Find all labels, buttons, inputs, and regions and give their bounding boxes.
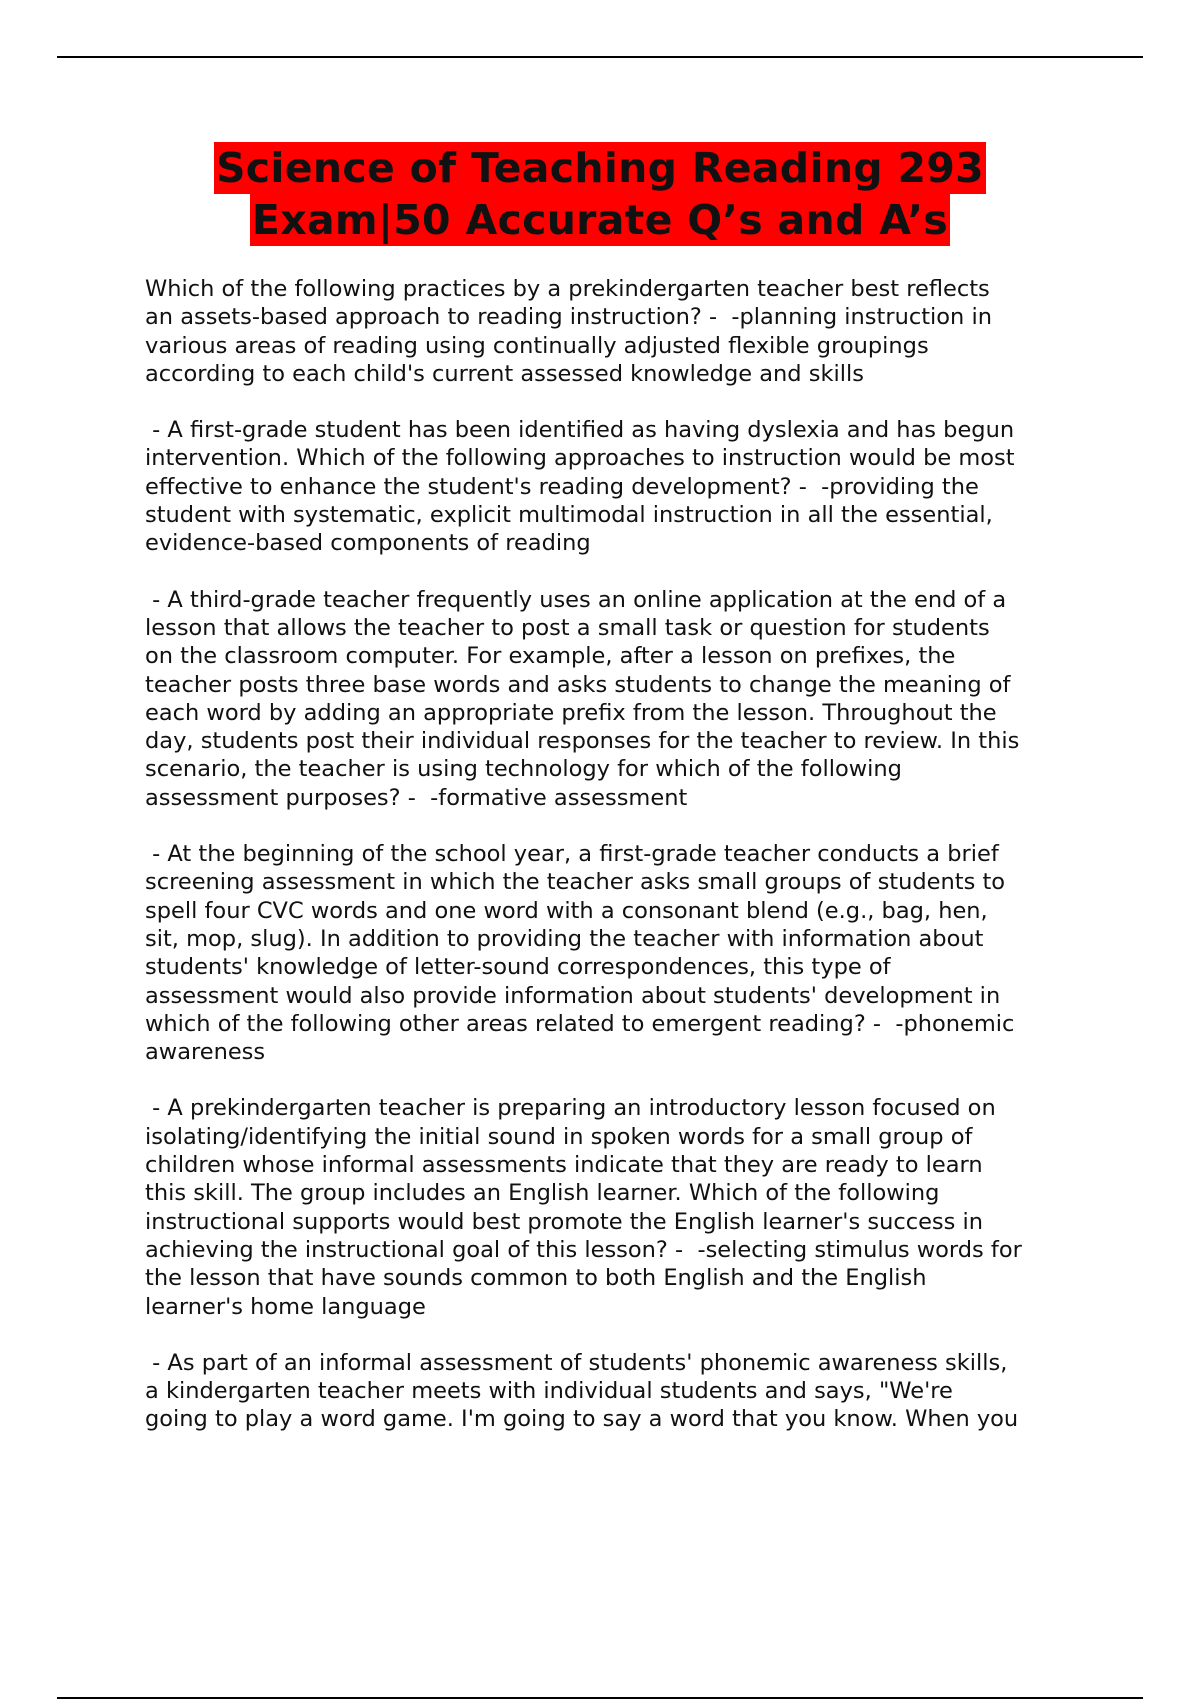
- text-line: scenario, the teacher is using technology for which of the following: [145, 756, 902, 783]
- text-line: Which of the following practices by a prekindergarten teacher best reflects: [145, 276, 990, 302]
- question-paragraph-6: [145, 1349, 1095, 1434]
- question-paragraph-3: [145, 586, 1095, 812]
- text-line: - A first-grade student has been identified as having dyslexia and has begun: [145, 417, 1015, 444]
- text-line: effective to enhance the student's reading development? - -providing the: [145, 473, 979, 500]
- text-line: assessment purposes? - -formative assessment: [145, 784, 688, 811]
- text-line: a kindergarten teacher meets with individual students and says, "We're: [145, 1378, 953, 1405]
- text-line: on the classroom computer. For example, after a lesson on prefixes, the: [145, 643, 956, 670]
- page-title: [0, 142, 1200, 246]
- text-line: students' knowledge of letter-sound correspondences, this type of: [145, 954, 891, 981]
- text-line: student with systematic, explicit multimodal instruction in all the essential,: [145, 502, 993, 529]
- text-line: teacher posts three base words and asks students to change the meaning of: [145, 671, 1011, 698]
- text-line: instructional supports would best promote the English learner's success in: [145, 1208, 984, 1235]
- text-line: each word by adding an appropriate prefix from the lesson. Throughout the: [145, 699, 997, 726]
- top-divider: [57, 56, 1143, 58]
- text-line: going to play a word game. I'm going to say a word that you know. When you: [145, 1406, 1019, 1433]
- text-line: this skill. The group includes an English learner. Which of the following: [145, 1180, 940, 1207]
- text-line: assessment would also provide information about students' development in: [145, 982, 1001, 1009]
- text-line: an assets-based approach to reading instruction? - -planning instruction in: [145, 304, 992, 331]
- text-line: sit, mop, slug). In addition to providing the teacher with information about: [145, 925, 984, 952]
- text-line: the lesson that have sounds common to both English and the English: [145, 1265, 927, 1292]
- text-line: intervention. Which of the following approaches to instruction would be most: [145, 445, 1015, 472]
- text-line: - A prekindergarten teacher is preparing an introductory lesson focused on: [145, 1095, 996, 1122]
- bottom-divider: [57, 1697, 1143, 1699]
- text-line: learner's home language: [145, 1293, 426, 1320]
- text-line: evidence-based components of reading: [145, 530, 591, 557]
- question-paragraph-1: [145, 275, 1095, 388]
- text-line: achieving the instructional goal of this lesson? - -selecting stimulus words for: [145, 1236, 1022, 1263]
- text-line: awareness: [145, 1039, 266, 1066]
- text-line: isolating/identifying the initial sound in spoken words for a small group of: [145, 1123, 973, 1150]
- question-paragraph-2: [145, 416, 1095, 557]
- text-line: - As part of an informal assessment of students' phonemic awareness skills,: [145, 1349, 1008, 1376]
- document-body: [145, 275, 1095, 1462]
- title-line-1: Science of Teaching Reading 293: [215, 144, 985, 192]
- text-line: which of the following other areas related to emergent reading? - -phonemic: [145, 1010, 1015, 1037]
- title-line-2: Exam|50 Accurate Q’s and A’s: [251, 196, 949, 244]
- text-line: day, students post their individual responses for the teacher to review. In this: [145, 728, 1020, 755]
- question-paragraph-4: [145, 840, 1095, 1066]
- question-paragraph-5: [145, 1094, 1095, 1320]
- text-line: screening assessment in which the teacher asks small groups of students to: [145, 869, 1006, 896]
- text-line: according to each child's current assessed knowledge and skills: [145, 360, 864, 387]
- text-line: children whose informal assessments indicate that they are ready to learn: [145, 1152, 983, 1179]
- text-line: - A third-grade teacher frequently uses an online application at the end of a: [145, 586, 1007, 613]
- text-line: various areas of reading using continually adjusted flexible groupings: [145, 332, 929, 359]
- text-line: lesson that allows the teacher to post a small task or question for students: [145, 614, 990, 641]
- text-line: spell four CVC words and one word with a consonant blend (e.g., bag, hen,: [145, 897, 988, 924]
- text-line: - At the beginning of the school year, a first-grade teacher conducts a brief: [145, 841, 999, 868]
